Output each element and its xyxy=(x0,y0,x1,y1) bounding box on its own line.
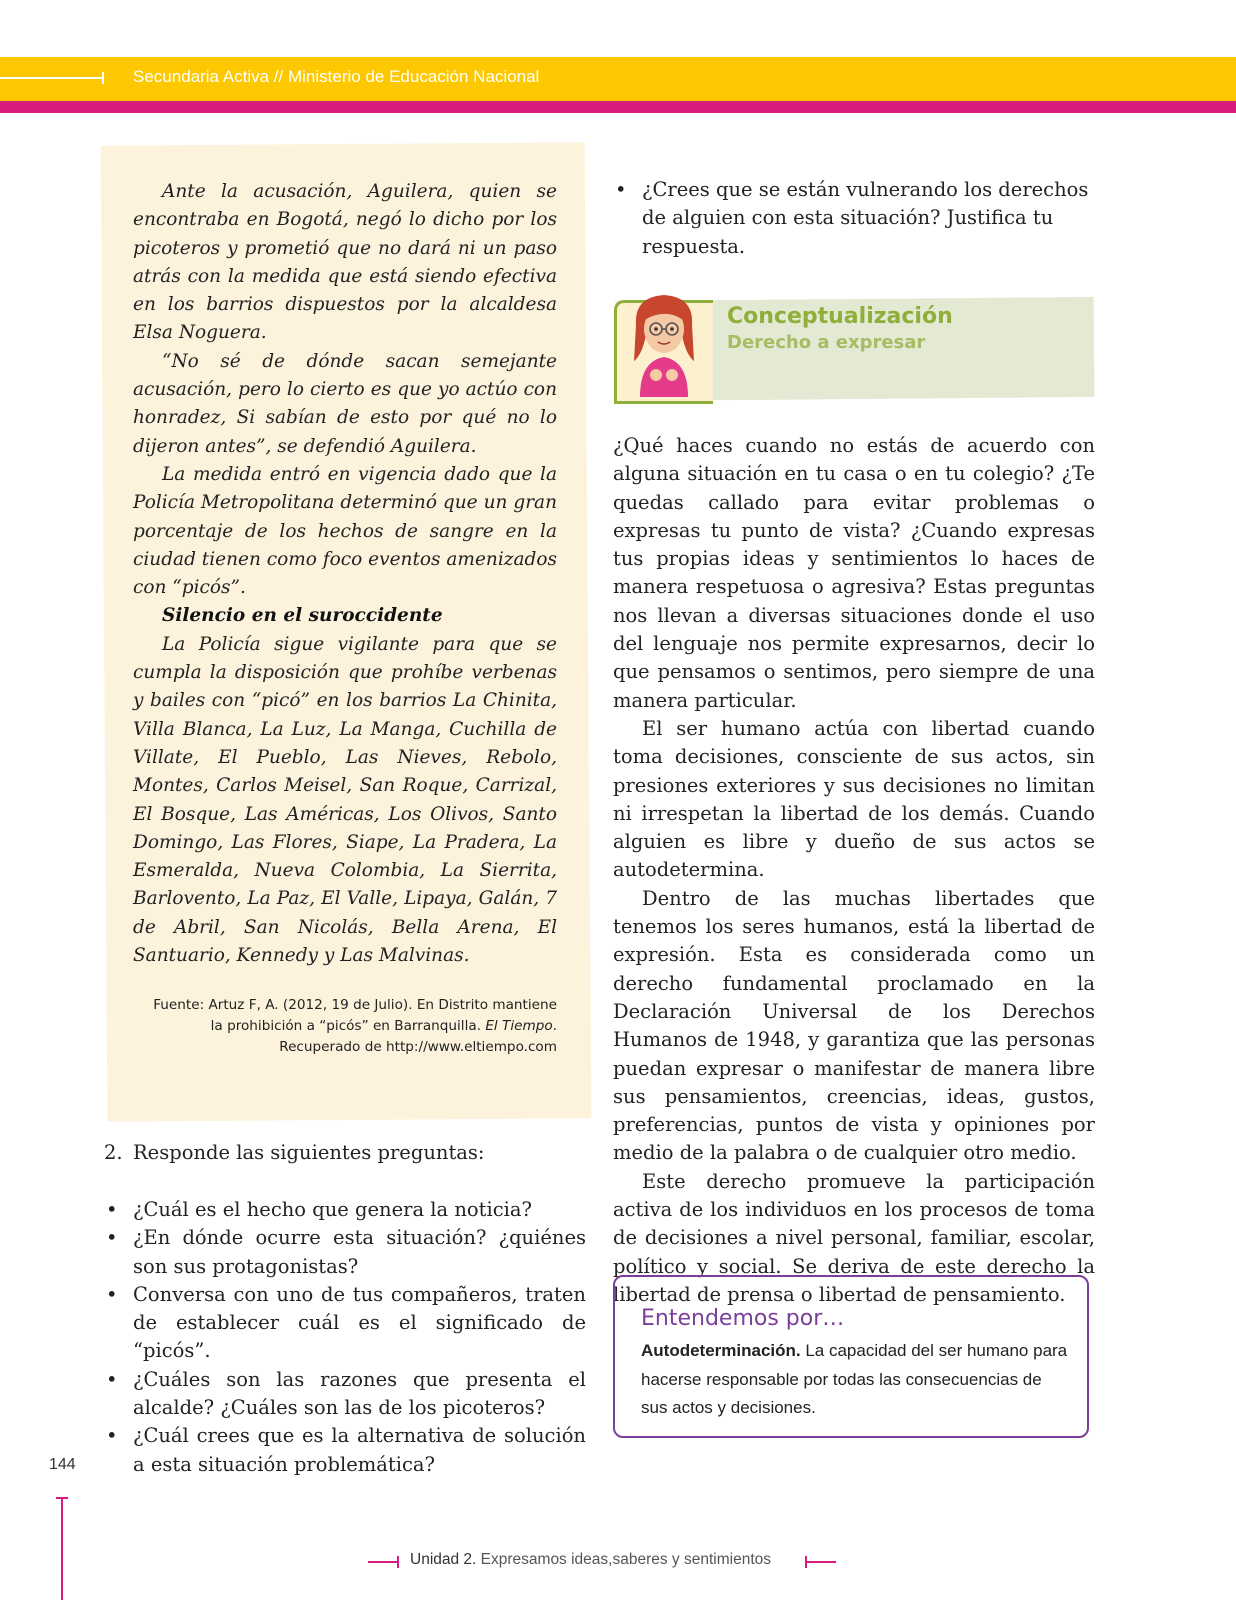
source-line: Fuente: Artuz F, A. (2012, 19 de Julio). En Distrito mantiene xyxy=(153,997,557,1013)
source-citation xyxy=(133,995,557,1058)
list-item: • ¿Crees que se están vulnerando los derechos de alguien con esta situación? Justifica tu respuesta. xyxy=(613,176,1095,261)
questions-title: Responde las siguientes preguntas: xyxy=(133,1141,485,1164)
questions-list-continued xyxy=(613,176,1095,261)
questions-list xyxy=(104,1196,586,1479)
quote-subheading: Silencio en el suroccidente xyxy=(162,605,443,627)
page-footer xyxy=(368,1551,836,1573)
definition-term: Autodeterminación. xyxy=(641,1341,801,1360)
footer-title: Expresamos ideas,saberes y sentimientos xyxy=(476,1551,771,1568)
girl-avatar-icon xyxy=(626,291,702,397)
source-text: . xyxy=(552,1018,557,1034)
definition-description: La capacidad del ser humano para hacerse responsable por todas las consecuencias de sus actos y decisiones. xyxy=(641,1341,1068,1417)
list-item: • ¿En dónde ocurre esta situación? ¿quiénes son sus protagonistas? xyxy=(104,1224,586,1281)
footer-text xyxy=(410,1551,771,1569)
page-margin-rule xyxy=(61,1497,63,1600)
page-number: 144 xyxy=(49,1456,76,1473)
quote-paragraph: Ante la acusación, Aguilera, quien se encontraba en Bogotá, negó lo dicho por los picoteros y prometió que no dará ni un paso atrás con la medida que está siendo efectiva en los barrios dispuestos por la alcaldesa Elsa Noguera. xyxy=(133,181,557,344)
header-title: Secundaria Activa // Ministerio de Educación Nacional xyxy=(133,67,540,86)
header-rule xyxy=(0,77,104,79)
quote-paragraph: “No sé de dónde sacan semejante acusación, pero lo cierto es que yo actúo con honradez, Si sabían de esto por qué no lo dijeron antes”, se defendió Aguilera. xyxy=(133,350,557,457)
source-url: Recuperado de http://www.eltiempo.com xyxy=(279,1039,557,1055)
list-item: • ¿Cuáles son las razones que presenta el alcalde? ¿Cuáles son las de los picoteros? xyxy=(104,1366,586,1423)
concept-subtitle: Derecho a expresar xyxy=(727,332,926,353)
body-paragraph: El ser humano actúa con libertad cuando toma decisiones, consciente de sus actos, sin presiones exteriores y sus decisiones no limitan ni irrespetan la libertad de los demás. Cuando alguien es libre y dueño de sus actos se autodetermina. xyxy=(613,716,1095,882)
list-item: • Conversa con uno de tus compañeros, traten de establecer cuál es el significado de “picós”. xyxy=(104,1281,586,1366)
list-item: • ¿Cuál es el hecho que genera la noticia? xyxy=(104,1196,586,1224)
questions-heading xyxy=(104,1141,485,1164)
body-paragraph: Dentro de las muchas libertades que tenemos los seres humanos, está la libertad de expresión. Esta es considerada como un derecho fundamental proclamado en la Declaración Universal de los Derechos Humanos de 1948, y garantiza que las personas puedan expresar o manifestar de manera libre sus pensamientos, creencias, ideas, gustos, preferencias, puntos de vista y opiniones por medio de la palabra o de cualquier otro medio. xyxy=(613,886,1095,1165)
concept-body xyxy=(613,432,1095,1309)
body-paragraph: ¿Qué haces cuando no estás de acuerdo con alguna situación en tu casa o en tu colegio? ¿Te quedas callado para evitar problemas o expresas tu punto de vista? ¿Cuando expresas tus propias ideas y sentimientos lo haces de manera respetuosa o agresiva? Estas preguntas nos llevan a diversas situaciones donde el uso del lenguaje nos permite expresarnos, decir lo que pensamos o sentimos, pero siempre de una manera particular. xyxy=(613,434,1095,712)
footer-rule-right xyxy=(805,1561,836,1563)
question-number: 2. xyxy=(104,1141,123,1164)
footer-rule-left xyxy=(368,1561,399,1563)
header-pink-band xyxy=(0,101,1236,113)
concept-title: Conceptualización xyxy=(727,304,953,329)
quote-paragraph: La medida entró en vigencia dado que la Policía Metropolitana determinó que un gran porcentaje de los hechos de sangre en la ciudad tienen como foco eventos amenizados con “picós”. xyxy=(133,463,557,599)
list-item: • ¿Cuál crees que es la alternativa de solución a esta situación problemática? xyxy=(104,1422,586,1479)
news-quote xyxy=(133,178,557,970)
quote-paragraph: La Policía sigue vigilante para que se cumpla la disposición que prohíbe verbenas y bailes con “picó” en los barrios La Chinita, Villa Blanca, La Luz, La Manga, Cuchilla de Villate, El Pueblo, Las Nieves, Rebolo, Montes, Carlos Meisel, San Roque, Carrizal, El Bosque, Las Américas, Los Olivos, Santo Domingo, Las Flores, Siape, La Pradera, La Esmeralda, Nueva Colombia, La Sierrita, Barlovento, La Paz, El Valle, Lipaya, Galán, 7 de Abril, San Nicolás, Bella Arena, El Santuario, Kennedy y Las Malvinas. xyxy=(133,633,557,967)
source-line xyxy=(133,1016,557,1037)
footer-unit: Unidad 2. xyxy=(410,1551,477,1568)
body-paragraph: Este derecho promueve la participación activa de los individuos en los procesos de toma de decisiones a nivel personal, familiar, escolar, político y social. Se deriva de este derecho la libertad de prensa o libertad de pensamiento. xyxy=(613,1169,1095,1306)
definition-text xyxy=(641,1337,1071,1423)
definition-title: Entendemos por… xyxy=(641,1306,845,1331)
source-newspaper: El Tiempo xyxy=(485,1018,553,1034)
source-text: la prohibición a “picós” en Barranquilla. xyxy=(210,1018,486,1034)
